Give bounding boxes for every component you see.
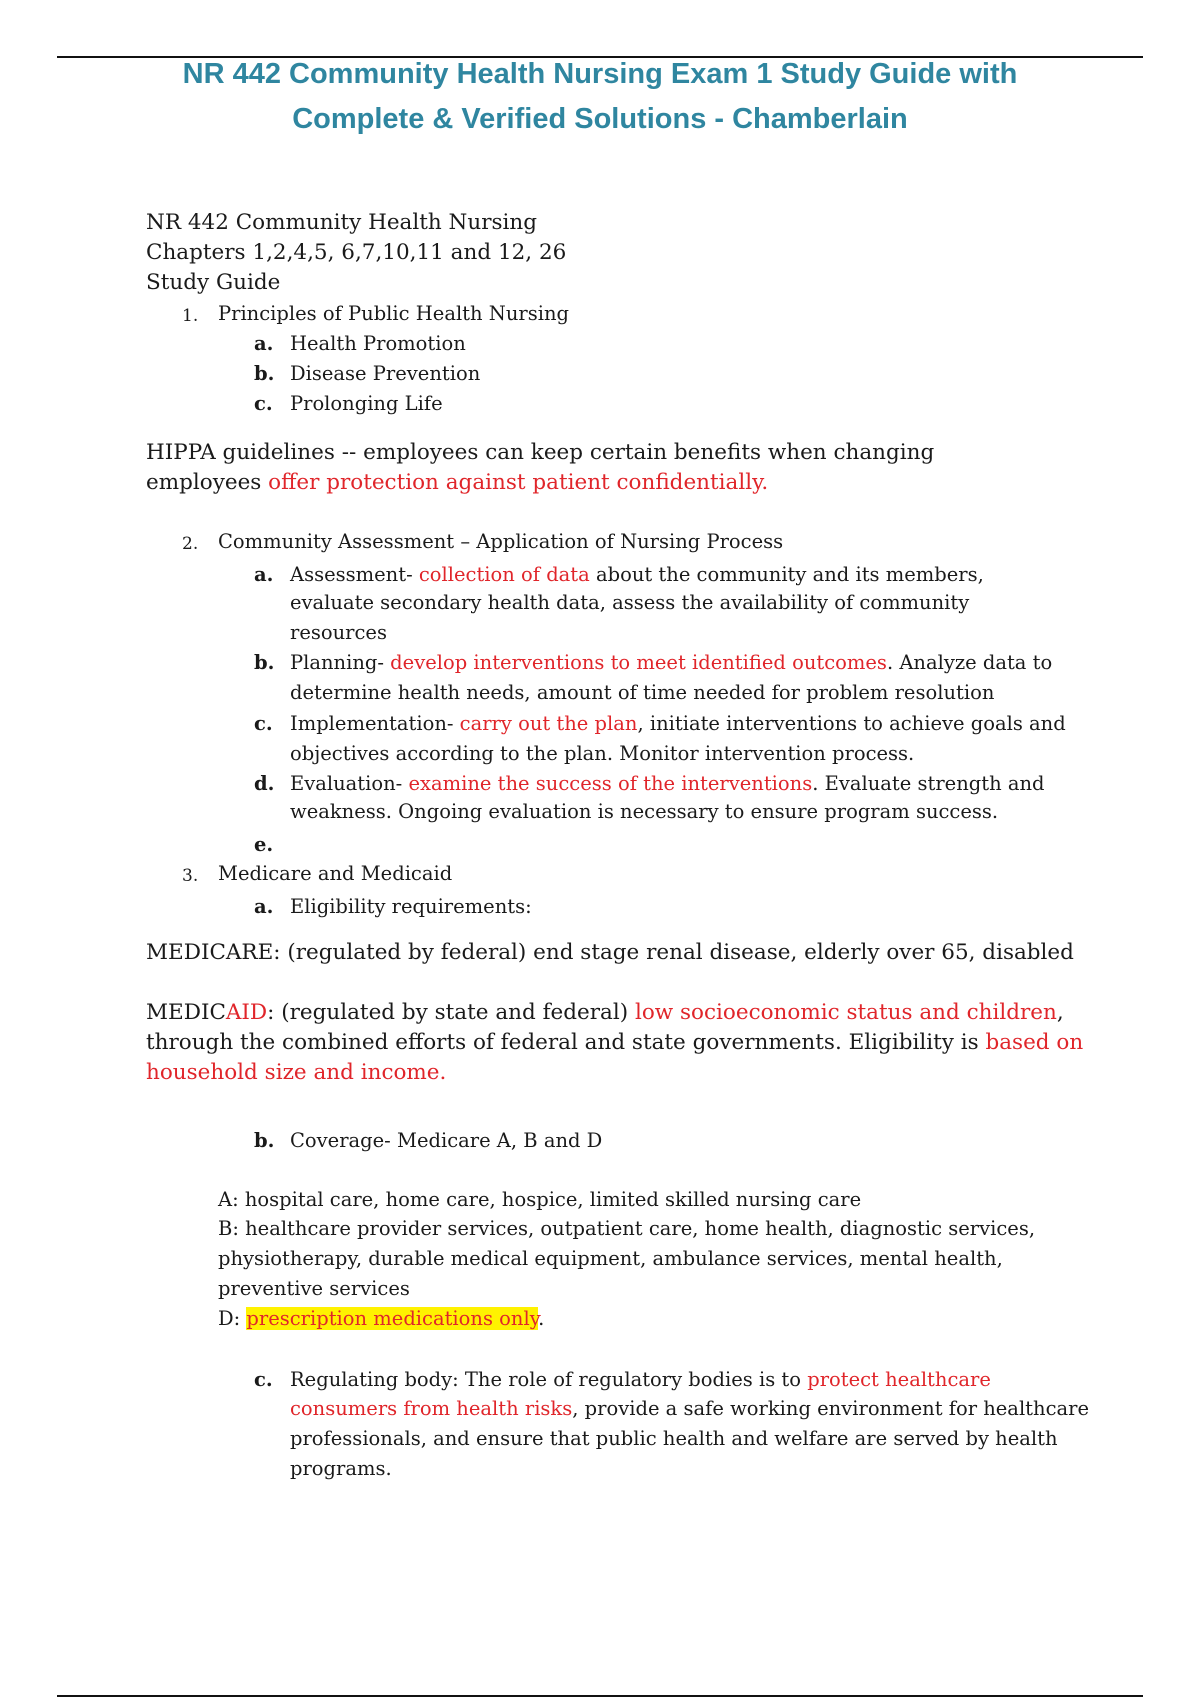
list-letter: c. [254, 712, 273, 735]
list-item: Coverage- Medicare A, B and D [290, 1129, 603, 1152]
hippa-line-2: employees offer protection against patient confidentially. [146, 470, 769, 495]
section-3-title: Medicare and Medicaid [218, 862, 453, 885]
hippa-line-1: HIPPA guidelines -- employees can keep certain benefits when changing [146, 440, 935, 465]
section-1-number: 1. [182, 306, 199, 326]
list-item: Disease Prevention [290, 362, 481, 385]
study-guide-label: Study Guide [146, 270, 281, 295]
list-item: Prolonging Life [290, 392, 443, 415]
list-letter: d. [254, 772, 275, 795]
list-letter: c. [254, 1368, 273, 1391]
coverage-b-line-1: B: healthcare provider services, outpatient care, home health, diagnostic services, [218, 1217, 1036, 1240]
list-letter: b. [254, 651, 275, 674]
medicaid-line-3: household size and income. [146, 1060, 447, 1085]
section-2-title: Community Assessment – Application of Nursing Process [218, 530, 784, 553]
implementation-line-2: objectives according to the plan. Monitor intervention process. [290, 742, 915, 765]
list-letter: b. [254, 362, 275, 385]
section-1-title: Principles of Public Health Nursing [218, 302, 569, 325]
evaluation-line-1: Evaluation- examine the success of the interventions. Evaluate strength and [290, 772, 1045, 795]
course-name: NR 442 Community Health Nursing [146, 210, 538, 235]
coverage-d: D: prescription medications only. [218, 1307, 545, 1330]
medicare-paragraph: MEDICARE: (regulated by federal) end stage renal disease, elderly over 65, disabled [146, 940, 1074, 965]
planning-line-2: determine health needs, amount of time needed for problem resolution [290, 681, 995, 704]
implementation-line-1: Implementation- carry out the plan, initiate interventions to achieve goals and [290, 712, 1066, 735]
bottom-rule [57, 1695, 1143, 1697]
list-letter: a. [254, 332, 274, 355]
chapters-line: Chapters 1,2,4,5, 6,7,10,11 and 12, 26 [146, 240, 567, 265]
regulating-line-3: professionals, and ensure that public health and welfare are served by health [290, 1427, 1058, 1450]
medicaid-line-2: through the combined efforts of federal and state governments. Eligibility is based on [146, 1030, 1084, 1055]
section-2-number: 2. [182, 534, 199, 554]
title-line-1: NR 442 Community Health Nursing Exam 1 Study Guide with [182, 58, 1018, 90]
coverage-b-line-2: physiotherapy, durable medical equipment, ambulance services, mental health, [218, 1247, 1003, 1270]
list-letter: b. [254, 1129, 275, 1152]
coverage-a: A: hospital care, home care, hospice, limited skilled nursing care [218, 1188, 862, 1211]
coverage-b-line-3: preventive services [218, 1277, 410, 1300]
medicaid-line-1: MEDICAID: (regulated by state and federal) low socioeconomic status and children, [146, 1000, 1064, 1025]
list-letter: a. [254, 563, 274, 586]
assessment-line-2: evaluate secondary health data, assess the availability of community [290, 591, 970, 614]
list-item: Health Promotion [290, 332, 466, 355]
document-title [120, 52, 1080, 142]
list-item: Eligibility requirements: [290, 895, 532, 918]
regulating-line-2: consumers from health risks, provide a safe working environment for healthcare [290, 1397, 1089, 1420]
planning-line-1: Planning- develop interventions to meet identified outcomes. Analyze data to [290, 651, 1053, 674]
list-letter: a. [254, 895, 274, 918]
highlighted-text: prescription medications only [246, 1307, 539, 1330]
list-letter: c. [254, 392, 273, 415]
evaluation-line-2: weakness. Ongoing evaluation is necessary to ensure program success. [290, 800, 999, 823]
assessment-line-1: Assessment- collection of data about the community and its members, [290, 563, 984, 586]
title-line-2: Complete & Verified Solutions - Chamberlain [292, 103, 908, 135]
regulating-line-4: programs. [290, 1457, 392, 1480]
assessment-line-3: resources [290, 621, 387, 644]
list-letter: e. [254, 833, 274, 856]
section-3-number: 3. [182, 866, 199, 886]
regulating-line-1: Regulating body: The role of regulatory bodies is to protect healthcare [290, 1368, 991, 1391]
